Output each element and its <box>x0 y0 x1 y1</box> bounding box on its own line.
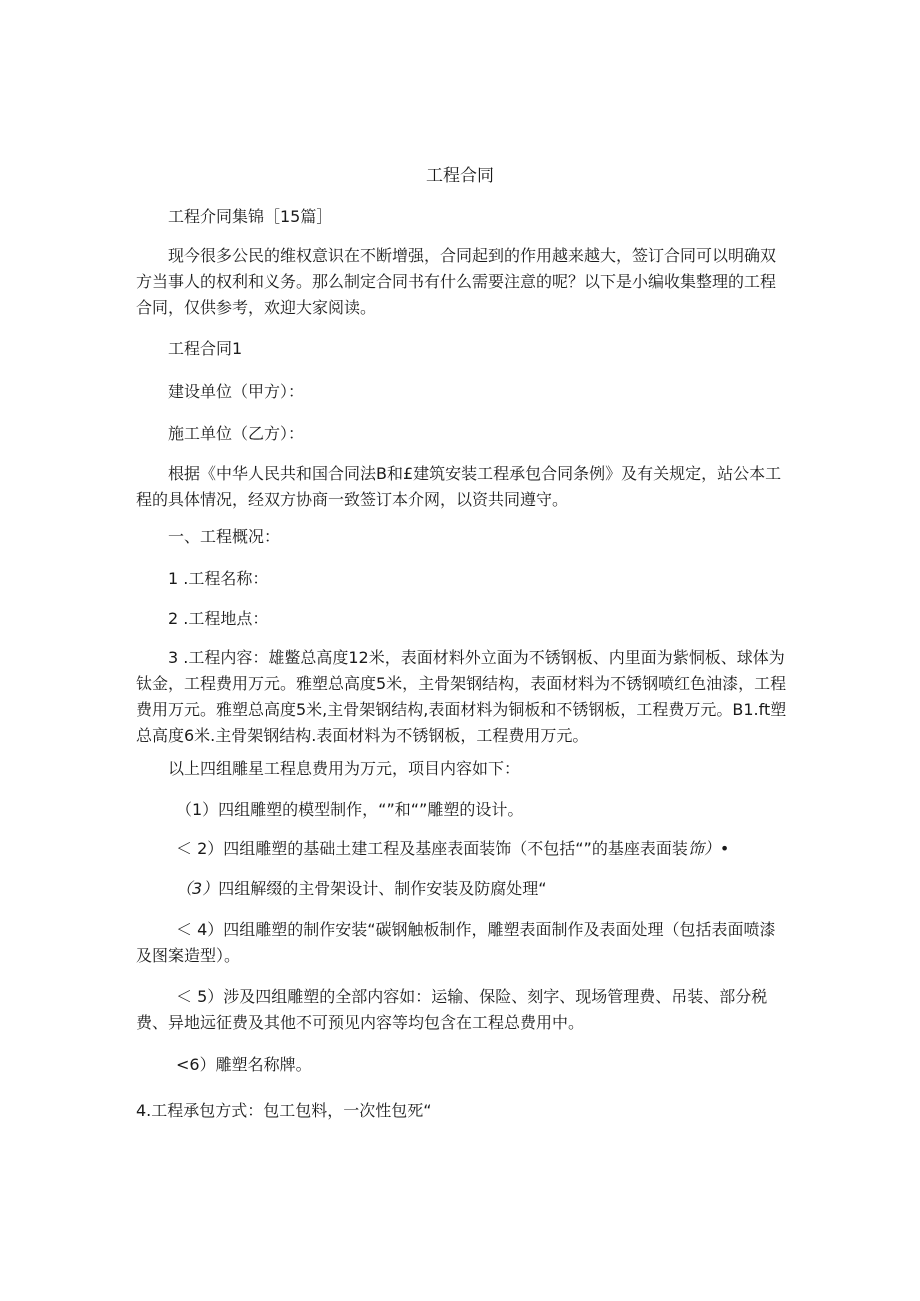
party-b-line: 施工单位（乙方）： <box>168 424 305 443</box>
project-name-line: 1 .工程名称： <box>168 569 269 588</box>
item-1-line: （1）四组雕塑的模型制作，“”和“”雕塑的设计。 <box>176 800 524 819</box>
project-location-line: 2 .工程地点： <box>168 609 269 628</box>
item-4-paragraph <box>136 917 788 969</box>
item-3-number: （3） <box>176 879 219 898</box>
item-6-line: <6）雕塑名称牌。 <box>176 1055 312 1074</box>
item-3-text: 四组解缀的主骨架设计、制作安装及防腐处理“ <box>218 879 547 898</box>
legal-basis-paragraph: 根据《中华人民共和国合同法B和£建筑安装工程承包合同条例》及有关规定，站公本工程的具体情况，经双方协商一致签订本介网，以资共同遵守。 <box>136 464 782 509</box>
contract-method-line: 4.工程承包方式：包工包料，一次性包死“ <box>136 1101 432 1120</box>
project-content-paragraph: 3 .工程内容：雄鳖总高度12米，表面材料外立面为不锈钢板、内里面为紫恫板、球体为钛金，工程费用万元。雅塑总高度5米，主骨架钢结构，表面材料为不锈钢喷红色油漆，工程费用万元。雅塑总高度5米,主骨架钢结构,表面材料为铜板和不锈钢板，工程费万元。B1.ft塑总高度6米.主骨架钢结构.表面材料为不锈钢板，工程费用万元。 <box>136 648 787 745</box>
section-overview-heading: 一、工程概况： <box>168 527 281 546</box>
contract-heading: 工程合同1 <box>168 339 243 358</box>
item-5-text: ＜ 5）涉及四组雕塑的全部内容如：运输、保险、刻字、现场管理费、吊装、部分税费、异地远征费及其他不可预见内容等均包含在工程总费用中。 <box>136 987 768 1032</box>
intro-paragraph: 现今很多公民的维权意识在不断增强，合同起到的作用越来越大，签订合同可以明确双方当事人的权利和义务。那么制定合同书有什么需要注意的呢？以下是小编收集整理的工程合同，仅供参考，欢迎大家阅读。 <box>136 246 777 317</box>
total-cost-line: 以上四组雕星工程息费用为万元，项目内容如下： <box>168 759 521 778</box>
item-2-line <box>176 836 796 862</box>
document-title: 工程合同 <box>426 166 494 186</box>
item-2-tail: 饰）• <box>687 839 730 858</box>
party-a-line: 建设单位（甲方）： <box>168 382 305 401</box>
item-2-text: ＜ 2）四组雕塑的基础土建工程及基座表面装饰（不包括“”的基座表面装 <box>176 839 688 858</box>
collection-heading: 工程介同集锦［15篇］ <box>168 207 333 226</box>
item-5-paragraph <box>136 984 788 1036</box>
item-3-line <box>176 876 788 902</box>
item-4-text: ＜ 4）四组雕塑的制作安装“碳钢触板制作，雕塑表面制作及表面处理（包括表面喷漆及图案造型）。 <box>136 920 776 965</box>
